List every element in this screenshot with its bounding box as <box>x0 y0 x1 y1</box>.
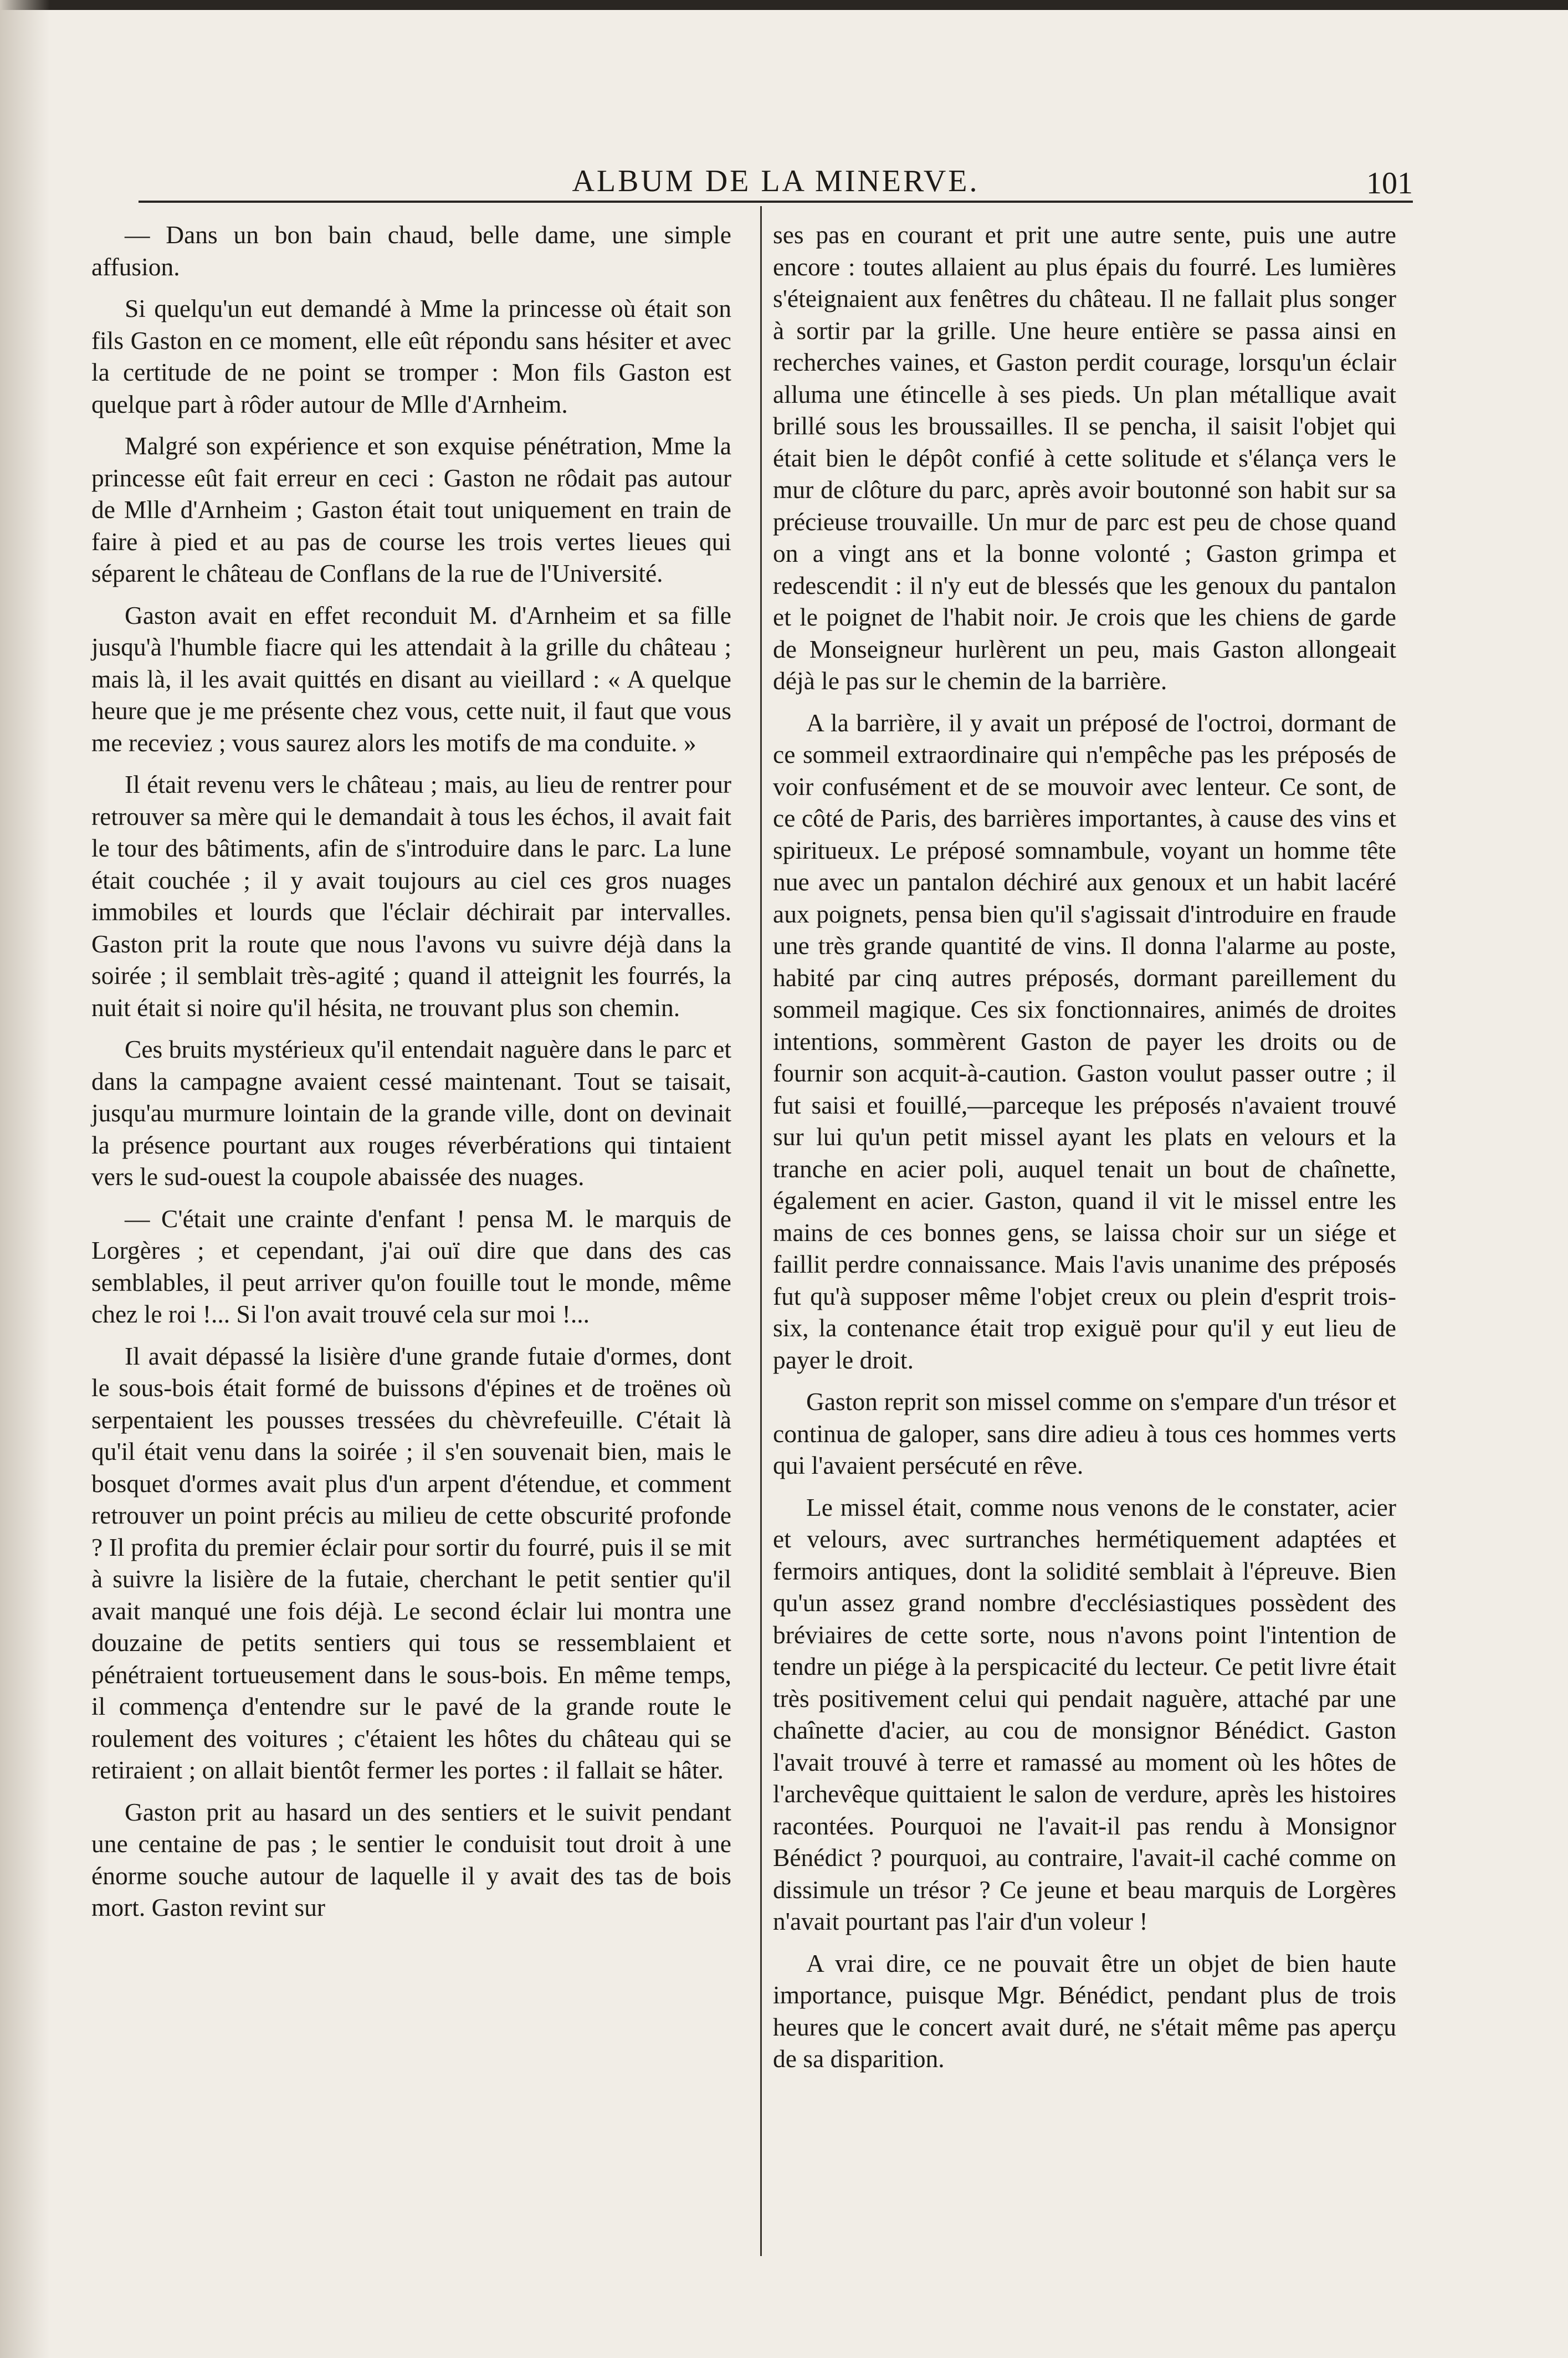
column-divider <box>760 206 762 2256</box>
top-edge-bar <box>0 0 1568 10</box>
running-title: ALBUM DE LA MINERVE. <box>572 164 980 198</box>
paragraph: Si quelqu'un eut demandé à Mme la princesse où était son fils Gaston en ce moment, elle eût répondu sans hésiter et avec la certitude de ne point se tromper : Mon fils Gaston est quelque part à rôder autour de Mlle d'Arnheim. <box>91 294 731 418</box>
paragraph: ses pas en courant et prit une autre sente, puis une autre encore : toutes allaient au plus épais du fourré. Les lumières s'éteignaient aux fenêtres du château. Il ne fallait plus songer à sortir par la grille. Une heure entière se passa ainsi en recherches vaines, et Gaston perdit courage, lorsqu'un éclair alluma une étincelle à ses pieds. Un plan métallique avait brillé sous les broussailles. Il se pencha, il saisit l'objet qui était bien le dépôt confié à cette solitude et s'élança vers le mur de clôture du parc, après avoir boutonné son habit sur sa précieuse trouvaille. Un mur de parc est peu de chose quand on a vingt ans et la bonne volonté ; Gaston grimpa et redescendit : il n'y eut de blessés que les genoux du pantalon et le poignet de l'habit noir. Je crois que les chiens de garde de Monseigneur hurlèrent un peu, mais Gaston allongeait déjà le pas sur le chemin de la barrière. <box>773 221 1396 695</box>
right-column <box>773 219 1396 2085</box>
binding-shadow <box>0 0 50 2358</box>
paragraph: Gaston prit au hasard un des sentiers et le suivit pendant une centaine de pas ; le sentier le conduisit tout droit à une énorme souche autour de laquelle il y avait des tas de bois mort. Gaston revint sur <box>91 1797 731 1921</box>
paragraph: — C'était une crainte d'enfant ! pensa M. le marquis de Lorgères ; et cependant, j'ai ouï dire que dans des cas semblables, il peut arriver qu'on fouille tout le monde, même chez le roi !... Si l'on avait trouvé cela sur moi !... <box>91 1204 731 1328</box>
paragraph: Ces bruits mystérieux qu'il entendait naguère dans le parc et dans la campagne avaient cessé maintenant. Tout se taisait, jusqu'au murmure lointain de la grande ville, dont on devinait la présence pourtant aux rouges réverbérations qui tintaient vers le sud-ouest la coupole abaissée des nuages. <box>91 1035 731 1191</box>
paragraph: Il avait dépassé la lisière d'une grande futaie d'ormes, dont le sous-bois était formé de buissons d'épines et de troënes où serpentaient les pousses tressées du chèvrefeuille. C'était là qu'il était venu dans la soirée ; il s'en souvenait bien, mais le bosquet d'ormes avait plus d'un arpent d'étendue, et comment retrouver un point précis au milieu de cette obscurité profonde ? Il profita du premier éclair pour sortir du fourré, puis il se mit à suivre la lisière de la futaie, cherchant le petit sentier qu'il avait manqué une fois déjà. Le second éclair lui montra une douzaine de petits sentiers qui tous se ressemblaient et pénétraient tortueusement dans le sous-bois. En même temps, il commença d'entendre sur le pavé de la grande route le roulement des voitures ; c'étaient les hôtes du château qui se retiraient ; on allait bientôt fermer les portes : il fallait se hâter. <box>91 1341 731 1784</box>
page-number: 101 <box>1366 166 1413 201</box>
paragraph: A la barrière, il y avait un préposé de l'octroi, dormant de ce sommeil extraordinaire qui n'empêche pas les préposés de voir confusément et de se mouvoir avec lenteur. Ce sont, de ce côté de Paris, des barrières importantes, à cause des vins et spiritueux. Le préposé somnambule, voyant un homme tête nue avec un pantalon déchiré aux genoux et un habit lacéré aux poignets, pensa bien qu'il s'agissait d'introduire en fraude une très grande quantité de vins. Il donna l'alarme au poste, habité par cinq autres préposés, dormant pareillement du sommeil magique. Ces six fonctionnaires, animés de droites intentions, sommèrent Gaston de payer les droits ou de fournir son acquit-à-caution. Gaston voulut passer outre ; il fut saisi et fouillé,—parceque les préposés n'avaient trouvé sur lui qu'un petit missel ayant les plats en velours et la tranche en acier poli, auquel tenait un bout de chaînette, également en acier. Gaston, quand il vit le missel entre les mains de ces bonnes gens, se laissa choir sur un siége et faillit perdre connaissance. Mais l'avis unanime des préposés fut qu'à supposer même l'objet creux ou plein d'esprit trois-six, la contenance était trop exiguë pour qu'il y eut lieu de payer le droit. <box>773 708 1396 1374</box>
left-column <box>91 219 731 1934</box>
header-rule <box>139 201 1413 203</box>
paragraph: — Dans un bon bain chaud, belle dame, une simple affusion. <box>91 221 731 281</box>
paragraph: Gaston reprit son missel comme on s'empare d'un trésor et continua de galoper, sans dire adieu à tous ces hommes verts qui l'avaient persécuté en rêve. <box>773 1387 1396 1479</box>
paragraph: Il était revenu vers le château ; mais, au lieu de rentrer pour retrouver sa mère qui le demandait à tous les échos, il avait fait le tour des bâtiments, afin de s'introduire dans le parc. La lune était couchée ; il y avait toujours au ciel ces gros nuages immobiles et lourds que l'éclair déchirait par intervalles. Gaston prit la route que nous l'avons vu suivre déjà dans la soirée ; il semblait très-agité ; quand il atteignit les fourrés, la nuit était si noire qu'il hésita, ne trouvant plus son chemin. <box>91 770 731 1022</box>
paragraph: A vrai dire, ce ne pouvait être un objet de bien haute importance, puisque Mgr. Bénédict, pendant plus de trois heures que le concert avait duré, ne s'était même pas aperçu de sa disparition. <box>773 1949 1396 2073</box>
paragraph: Gaston avait en effet reconduit M. d'Arnheim et sa fille jusqu'à l'humble fiacre qui les attendait à la grille du château ; mais là, il les avait quittés en disant au vieillard : « A quelque heure que je me présente chez vous, cette nuit, il faut que vous me receviez ; vous saurez alors les motifs de ma conduite. » <box>91 601 731 757</box>
paragraph: Malgré son expérience et son exquise pénétration, Mme la princesse eût fait erreur en ceci : Gaston ne rôdait pas autour de Mlle d'Arnheim ; Gaston était tout uniquement en train de faire à pied et au pas de course les trois vertes lieues qui séparent le château de Conflans de la rue de l'Université. <box>91 432 731 587</box>
paragraph: Le missel était, comme nous venons de le constater, acier et velours, avec surtranches hermétiquement adaptées et fermoirs antiques, dont la solidité semblait à l'épreuve. Bien qu'un assez grand nombre d'ecclésiastiques possèdent des bréviaires de cette sorte, nous n'avons point l'intention de tendre un piége à la perspicacité du lecteur. Ce petit livre était très positivement celui qui pendait naguère, attaché par une chaînette d'acier, au cou de monsignor Bénédict. Gaston l'avait trouvé à terre et ramassé au moment où les hôtes de l'archevêque quittaient le salon de verdure, après les histoires racontées. Pourquoi ne l'avait-il pas rendu à Monsignor Bénédict ? pourquoi, au contraire, l'avait-il caché comme on dissimule un trésor ? Ce jeune et beau marquis de Lorgères n'avait pourtant pas l'air d'un voleur ! <box>773 1493 1396 1935</box>
